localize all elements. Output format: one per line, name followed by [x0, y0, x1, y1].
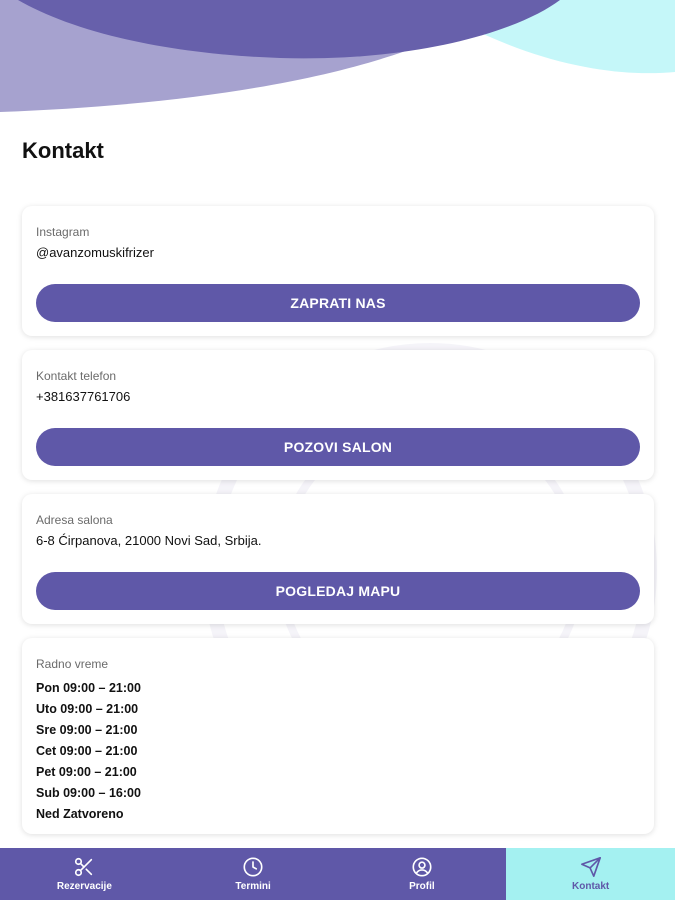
bottom-navigation: [0, 848, 675, 900]
hours-row-thu: Cet 09:00 – 21:00: [36, 744, 138, 758]
nav-label-profil: Profil: [409, 881, 435, 892]
working-hours-card: [22, 638, 654, 834]
nav-item-kontakt[interactable]: [506, 848, 675, 900]
header-decoration: [0, 0, 675, 115]
hours-row-sat: Sub 09:00 – 16:00: [36, 786, 141, 800]
nav-label-rezervacije: Rezervacije: [56, 881, 112, 892]
send-icon: [580, 856, 602, 878]
nav-item-termini[interactable]: [169, 848, 338, 900]
hours-row-sun: Ned Zatvoreno: [36, 807, 124, 821]
view-map-button[interactable]: POGLEDAJ MAPU: [36, 572, 640, 610]
page-title: Kontakt: [22, 138, 104, 163]
nav-label-termini: Termini: [235, 881, 271, 892]
follow-button[interactable]: ZAPRATI NAS: [36, 284, 640, 322]
hours-row-fri: Pet 09:00 – 21:00: [36, 765, 137, 779]
address-card: [22, 494, 654, 624]
hours-row-tue: Uto 09:00 – 21:00: [36, 702, 139, 716]
profile-icon: [411, 856, 433, 878]
phone-label: Kontakt telefon: [36, 369, 117, 383]
instagram-label: Instagram: [36, 225, 90, 239]
hours-row-wed: Sre 09:00 – 21:00: [36, 723, 138, 737]
phone-card: [22, 350, 654, 480]
working-hours-label: Radno vreme: [36, 657, 109, 671]
hours-row-mon: Pon 09:00 – 21:00: [36, 681, 141, 695]
nav-item-profil[interactable]: [338, 848, 507, 900]
clock-icon: [242, 856, 264, 878]
address-label: Adresa salona: [36, 513, 113, 527]
working-hours-list: [36, 678, 141, 825]
address-value: 6-8 Ćirpanova, 21000 Novi Sad, Srbija.: [36, 533, 262, 548]
instagram-card: [22, 206, 654, 336]
phone-number: +381637761706: [36, 389, 131, 404]
call-salon-button[interactable]: POZOVI SALON: [36, 428, 640, 466]
scissors-icon: [73, 856, 95, 878]
instagram-handle: @avanzomuskifrizer: [36, 245, 154, 260]
nav-label-kontakt: Kontakt: [572, 881, 610, 892]
nav-item-rezervacije[interactable]: [0, 848, 169, 900]
